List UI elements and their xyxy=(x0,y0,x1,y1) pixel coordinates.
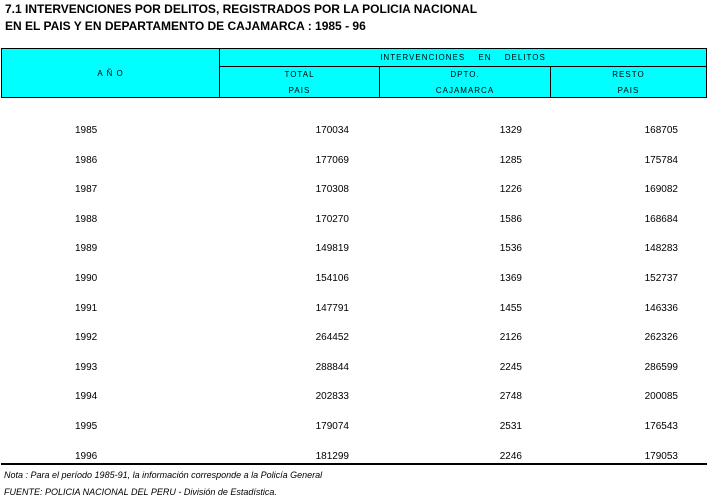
table-title-line-2: EN EL PAIS Y EN DEPARTAMENTO DE CAJAMARCA : 1985 - 96 xyxy=(5,19,366,33)
header-total-line1: TOTAL xyxy=(284,70,315,79)
cell-total: 170034 xyxy=(315,125,349,136)
cell-year: 1991 xyxy=(75,302,98,314)
table-row xyxy=(0,355,708,385)
cell-cajamarca: 2245 xyxy=(499,361,522,373)
cell-cajamarca: 2246 xyxy=(499,450,522,462)
cell-cajamarca: 1586 xyxy=(499,213,522,225)
cell-resto: 262326 xyxy=(644,332,678,344)
header-dpto-line2: CAJAMARCA xyxy=(435,86,495,95)
cell-year: 1992 xyxy=(75,332,98,344)
cell-resto: 148283 xyxy=(644,243,678,255)
cell-year: 1987 xyxy=(75,184,98,196)
cell-year: 1995 xyxy=(75,420,98,432)
table-title-line-1: 7.1 INTERVENCIONES POR DELITOS, REGISTRADOS POR LA POLICIA NACIONAL xyxy=(5,2,478,16)
cell-total: 149819 xyxy=(315,243,349,255)
cell-total: 170308 xyxy=(315,184,349,196)
cell-year: 1986 xyxy=(75,154,98,166)
cell-cajamarca: 1285 xyxy=(499,154,522,166)
cell-resto: 175784 xyxy=(644,154,678,166)
cell-resto: 168705 xyxy=(644,125,678,136)
cell-total: 202833 xyxy=(315,391,349,403)
table-header xyxy=(1,48,707,98)
header-dpto-cajamarca xyxy=(380,67,551,97)
header-resto-line2: PAIS xyxy=(617,86,640,95)
cell-total: 264452 xyxy=(315,332,349,344)
cell-total: 288844 xyxy=(315,361,349,373)
cell-total: 177069 xyxy=(315,154,349,166)
table-row xyxy=(0,118,708,148)
cell-resto: 152737 xyxy=(644,272,678,284)
cell-cajamarca: 2531 xyxy=(499,420,522,432)
cell-year: 1993 xyxy=(75,361,98,373)
cell-total: 147791 xyxy=(315,302,349,314)
header-resto-line1: RESTO xyxy=(612,70,645,79)
table-row xyxy=(0,236,708,266)
footer-divider xyxy=(1,463,707,465)
cell-cajamarca: 1455 xyxy=(499,302,522,314)
cell-total: 181299 xyxy=(315,450,349,462)
header-total-pais xyxy=(220,67,380,97)
source-note: FUENTE: POLICIA NACIONAL DEL PERU - División de Estadística. xyxy=(4,487,277,497)
cell-resto: 169082 xyxy=(644,184,678,196)
table-row xyxy=(0,325,708,355)
table-row xyxy=(0,296,708,326)
cell-resto: 286599 xyxy=(644,361,678,373)
header-group-label: INTERVENCIONES EN DELITOS xyxy=(380,53,546,62)
footnote: Nota : Para el período 1985-91, la información corresponde a la Policía General xyxy=(4,470,323,480)
cell-resto: 179053 xyxy=(644,450,678,462)
cell-year: 1990 xyxy=(75,272,98,284)
header-year-label: A Ñ O xyxy=(97,69,124,78)
header-year-cell xyxy=(2,49,220,97)
table-row xyxy=(0,207,708,237)
cell-cajamarca: 1536 xyxy=(499,243,522,255)
cell-total: 170270 xyxy=(315,213,349,225)
header-dpto-line1: DPTO. xyxy=(450,70,480,79)
cell-cajamarca: 2126 xyxy=(499,332,522,344)
header-resto-pais xyxy=(551,67,706,97)
table-row xyxy=(0,444,708,474)
cell-cajamarca: 1369 xyxy=(499,272,522,284)
header-group-cell xyxy=(220,49,706,67)
cell-year: 1988 xyxy=(75,213,98,225)
cell-total: 179074 xyxy=(315,420,349,432)
cell-year: 1996 xyxy=(75,450,98,462)
table-row xyxy=(0,266,708,296)
cell-cajamarca: 2748 xyxy=(499,391,522,403)
table-body xyxy=(0,118,708,473)
cell-year: 1989 xyxy=(75,243,98,255)
cell-year: 1985 xyxy=(75,125,98,136)
cell-resto: 168684 xyxy=(644,213,678,225)
cell-resto: 176543 xyxy=(644,420,678,432)
cell-resto: 200085 xyxy=(644,391,678,403)
cell-resto: 146336 xyxy=(644,302,678,314)
cell-cajamarca: 1329 xyxy=(499,125,522,136)
cell-year: 1994 xyxy=(75,391,98,403)
table-row xyxy=(0,148,708,178)
table-row xyxy=(0,414,708,444)
table-row xyxy=(0,384,708,414)
cell-total: 154106 xyxy=(315,272,349,284)
table-row xyxy=(0,177,708,207)
header-total-line2: PAIS xyxy=(288,86,311,95)
cell-cajamarca: 1226 xyxy=(499,184,522,196)
